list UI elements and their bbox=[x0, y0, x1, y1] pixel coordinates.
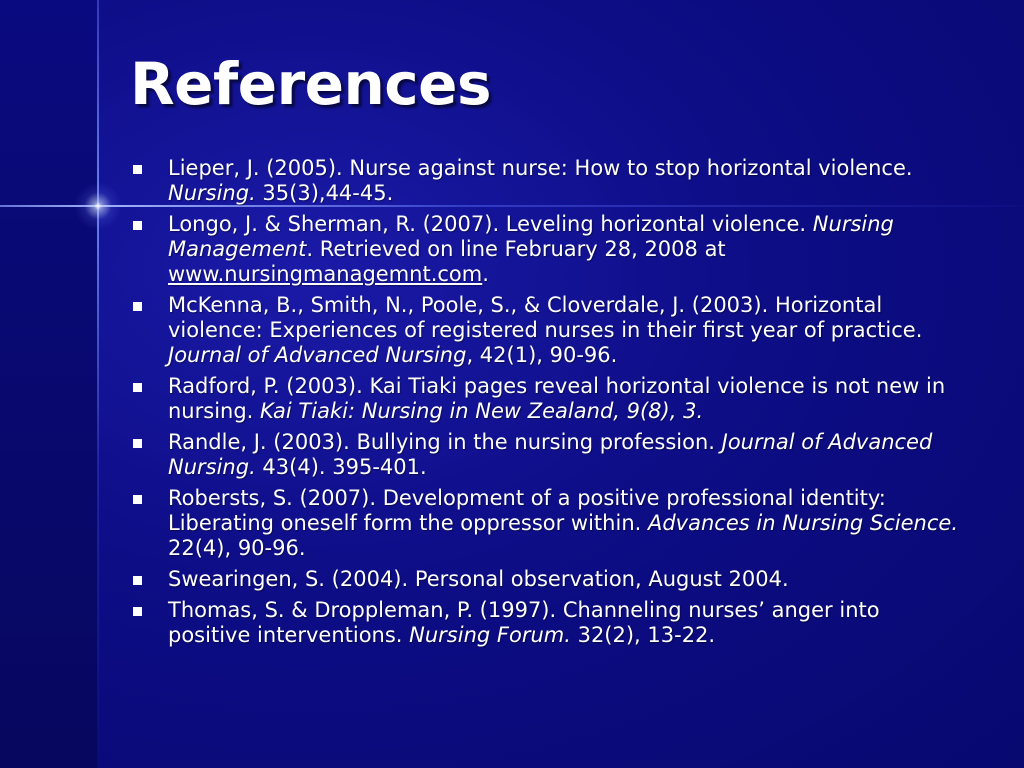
reference-details: 43(4). 395-401. bbox=[255, 455, 427, 479]
reference-item-mckenna bbox=[130, 293, 960, 368]
reference-source: Kai Tiaki: Nursing in New Zealand, 9(8), 3. bbox=[260, 399, 704, 423]
reference-source: Nursing. bbox=[168, 181, 256, 205]
reference-source: Advances in Nursing Science. bbox=[647, 511, 959, 535]
bullet-icon bbox=[133, 495, 142, 504]
bullet-icon bbox=[133, 165, 142, 174]
bullet-icon bbox=[133, 576, 142, 585]
bullet-icon bbox=[133, 302, 142, 311]
reference-source: Nursing Management bbox=[168, 212, 894, 261]
reference-item-swearingen bbox=[130, 567, 960, 592]
reference-item-radford bbox=[130, 374, 960, 424]
left-band-decoration bbox=[0, 0, 98, 768]
reference-item-longo bbox=[130, 212, 960, 287]
reference-authors: Robersts, S. (2007). Development of a positive professional identity: Liberating oneself form the oppressor within. bbox=[168, 486, 886, 535]
vertical-accent-line bbox=[97, 0, 99, 768]
reference-authors: Longo, J. & Sherman, R. (2007). Leveling horizontal violence. bbox=[168, 212, 813, 236]
reference-source: Journal of Advanced Nursing. bbox=[168, 430, 933, 479]
reference-item-lieper bbox=[130, 156, 960, 206]
reference-item-robersts bbox=[130, 486, 960, 561]
reference-authors: McKenna, B., Smith, N., Poole, S., & Cloverdale, J. (2003). Horizontal violence: Experiences of registered nurses in their first year of practice. bbox=[168, 293, 923, 342]
bullet-icon bbox=[133, 439, 142, 448]
bullet-icon bbox=[133, 383, 142, 392]
reference-authors: Lieper, J. (2005). Nurse against nurse: How to stop horizontal violence. bbox=[168, 156, 913, 180]
reference-details: 22(4), 90-96. bbox=[168, 536, 306, 560]
reference-source: Nursing Forum. bbox=[409, 623, 571, 647]
reference-details: 32(2), 13-22. bbox=[570, 623, 716, 647]
reference-details: , 42(1), 90-96. bbox=[466, 343, 618, 367]
reference-details: 35(3),44-45. bbox=[255, 181, 394, 205]
sparkle-icon bbox=[74, 182, 122, 230]
reference-source: Journal of Advanced Nursing bbox=[168, 343, 467, 367]
reference-authors: Radford, P. (2003). Kai Tiaki pages reveal horizontal violence is not new in nursing. bbox=[168, 374, 946, 423]
reference-authors: Swearingen, S. (2004). Personal observation, August 2004. bbox=[168, 567, 789, 591]
bullet-icon bbox=[133, 607, 142, 616]
reference-link[interactable]: www.nursingmanagemnt.com bbox=[168, 262, 483, 286]
reference-authors: Randle, J. (2003). Bullying in the nursing profession. bbox=[168, 430, 722, 454]
references-list bbox=[130, 156, 960, 654]
reference-item-thomas bbox=[130, 598, 960, 648]
slide-title: References bbox=[130, 50, 492, 118]
reference-item-randle bbox=[130, 430, 960, 480]
reference-authors: Thomas, S. & Droppleman, P. (1997). Channeling nurses’ anger into positive interventions. bbox=[168, 598, 880, 647]
reference-end: . bbox=[482, 262, 489, 286]
reference-details: . Retrieved on line February 28, 2008 at bbox=[306, 237, 726, 261]
bullet-icon bbox=[133, 221, 142, 230]
